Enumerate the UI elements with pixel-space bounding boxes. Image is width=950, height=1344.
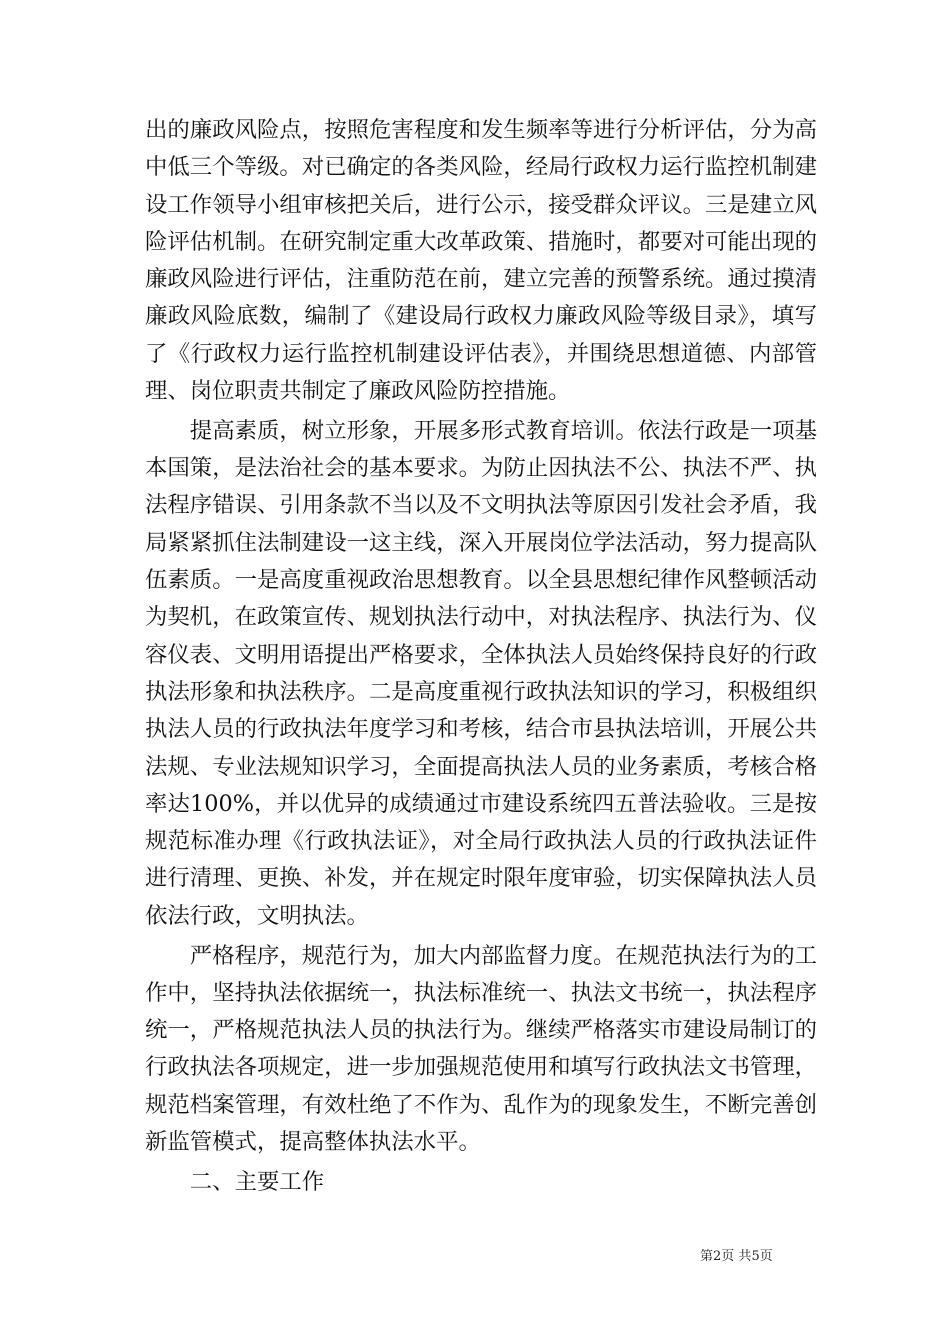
document-body: [145, 112, 817, 1201]
footer-current-page: 2: [713, 1249, 722, 1264]
section-heading-main-work: 二、主要工作: [189, 1168, 325, 1195]
footer-suffix: 页: [759, 1249, 773, 1264]
footer-total-pages: 5: [751, 1249, 760, 1264]
paragraph-internal-supervision: 严格程序，规范行为，加大内部监督力度。在规范执法行为的工作中，坚持执法依据统一，执法标准统一、执法文书统一，执法程序统一，严格规范执法人员的执法行为。继续严格落实市建设局制订的行政执法各项规定，进一步加强规范使用和填写行政执法文书管理，规范档案管理，有效杜绝了不作为、乱作为的现象发生，不断完善创新监管模式，提高整体执法水平。: [145, 942, 817, 1156]
footer-middle: 页 共: [721, 1249, 752, 1264]
paragraph-risk-assessment: 出的廉政风险点，按照危害程度和发生频率等进行分析评估，分为高中低三个等级。对已确定的各类风险，经局行政权力运行监控机制建设工作领导小组审核把关后，进行公示，接受群众评议。三是建立风险评估机制。在研究制定重大改革政策、措施时，都要对可能出现的廉政风险进行评估，注重防范在前，建立完善的预警系统。通过摸清廉政风险底数，编制了《建设局行政权力廉政风险等级目录》，填写了《行政权力运行监控机制建设评估表》，并围绕思想道德、内部管理、岗位职责共制定了廉政风险防控措施。: [145, 117, 817, 405]
page-footer: [700, 1248, 810, 1266]
paragraph-education-training: 提高素质，树立形象，开展多形式教育培训。依法行政是一项基本国策，是法治社会的基本要求。为防止因执法不公、执法不严、执法程序错误、引用条款不当以及不文明执法等原因引发社会矛盾，我局紧紧抓住法制建设一这主线，深入开展岗位学法活动，努力提高队伍素质。一是高度重视政治思想教育。以全县思想纪律作风整顿活动为契机，在政策宣传、规划执法行动中，对执法程序、执法行为、仪容仪表、文明用语提出严格要求，全体执法人员始终保持良好的行政执法形象和执法秩序。二是高度重视行政执法知识的学习，积极组织执法人员的行政执法年度学习和考核，结合市县执法培训，开展公共法规、专业法规知识学习，全面提高执法人员的业务素质，考核合格率达100%，并以优异的成绩通过市建设系统四五普法验收。三是按规范标准办理《行政执法证》，对全局行政执法人员的行政执法证件进行清理、更换、补发，并在规定时限年度审验，切实保障执法人员依法行政，文明执法。: [145, 417, 817, 929]
footer-prefix: 第: [700, 1249, 714, 1264]
